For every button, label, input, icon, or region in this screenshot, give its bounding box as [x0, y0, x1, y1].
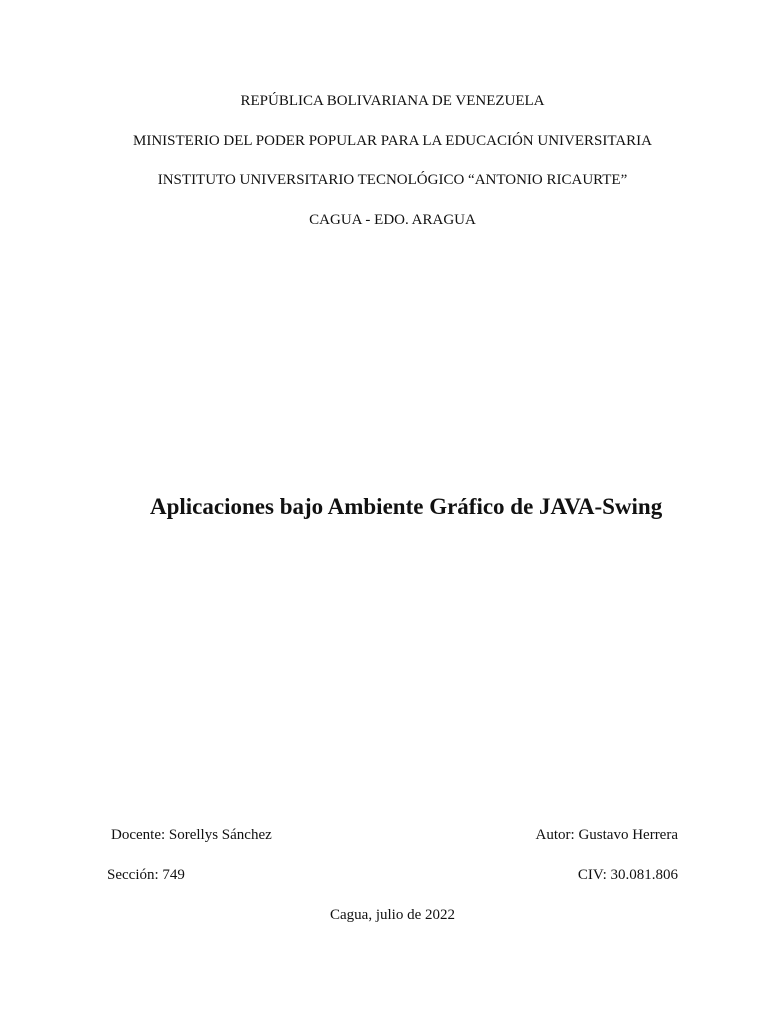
header-location: CAGUA - EDO. ARAGUA	[309, 212, 476, 228]
author-label: Autor: Gustavo Herrera	[535, 827, 678, 843]
header-republic: REPÚBLICA BOLIVARIANA DE VENEZUELA	[240, 93, 545, 109]
header-institute: INSTITUTO UNIVERSITARIO TECNOLÓGICO “ANTONIO RICAURTE”	[157, 172, 628, 188]
teacher-label: Docente: Sorellys Sánchez	[111, 827, 272, 843]
section-label: Sección: 749	[107, 867, 185, 883]
place-and-date: Cagua, julio de 2022	[330, 907, 455, 923]
header-ministry: MINISTERIO DEL PODER POPULAR PARA LA EDUCACIÓN UNIVERSITARIA	[133, 133, 652, 149]
document-title: Aplicaciones bajo Ambiente Gráfico de JAVA-Swing	[150, 494, 663, 519]
id-number-label: CIV: 30.081.806	[577, 867, 678, 883]
